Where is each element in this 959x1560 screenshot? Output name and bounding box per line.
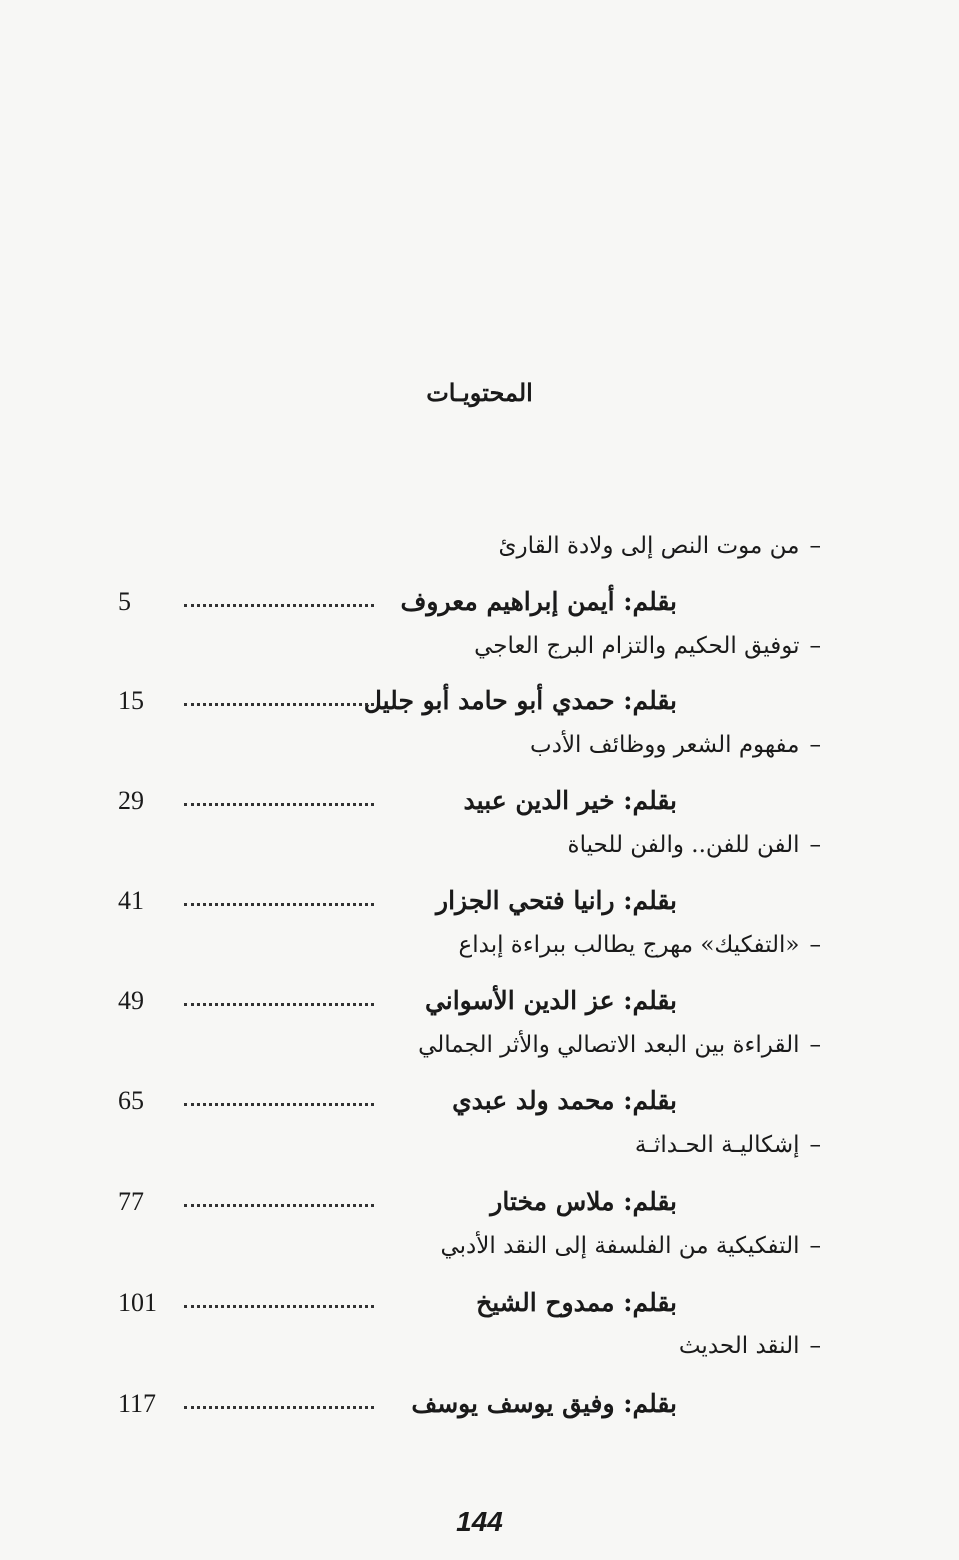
toc-entry-title: –«التفكيك» مهرج يطالب ببراءة إبداع [458,932,821,958]
toc-entry-author: بقلم: رانيا فتحي الجزار [436,886,677,915]
leader-dots [184,703,374,706]
toc-entry-row [0,582,959,622]
toc-entry-title: –الفن للفن.. والفن للحياة [567,832,821,858]
toc-entry-row [0,981,959,1021]
dash: – [809,1132,821,1158]
dash: – [809,633,821,659]
leader-dots [184,1305,374,1308]
leader-dots [184,1204,374,1207]
leader-dots [184,1406,374,1409]
toc-entry-title: –القراءة بين البعد الاتصالي والأثر الجمالي [418,1032,821,1058]
toc-entry-author: بقلم: ملاس مختار [490,1187,677,1216]
toc-entry-title: –مفهوم الشعر ووظائف الأدب [530,732,821,758]
toc-entry-author: بقلم: خير الدين عبيد [463,786,677,815]
leader-dots [184,903,374,906]
toc-entry-author: بقلم: عز الدين الأسواني [424,986,677,1015]
toc-entry-author: بقلم: وفيق يوسف يوسف [411,1389,677,1418]
toc-entry-page: 101 [118,1288,157,1317]
page-number: 144 [456,1506,503,1537]
toc-entry-page: 15 [118,686,144,715]
toc-entry-page: 65 [118,1086,144,1115]
dash: – [809,1233,821,1259]
leader-dots [184,1003,374,1006]
dash: – [809,832,821,858]
toc-entry-row [0,881,959,921]
toc-entry-page: 5 [118,587,131,616]
toc-entry-row [0,1182,959,1222]
toc-entry-row [0,681,959,721]
toc-entry-page: 41 [118,886,144,915]
toc-entry-row [0,781,959,821]
toc-entry-title: –النقد الحديث [678,1333,821,1359]
toc-entry-page: 29 [118,786,144,815]
dash: – [809,1032,821,1058]
toc-entry-row [0,1384,959,1424]
toc-entry-row [0,1283,959,1323]
toc-entry-row [0,1081,959,1121]
dash: – [809,1333,821,1359]
toc-entry-title: –من موت النص إلى ولادة القارئ [498,533,821,559]
toc-entry-title: –إشكاليـة الحـداثـة [634,1132,821,1158]
dash: – [809,932,821,958]
contents-heading: المحتويـات [426,378,533,407]
leader-dots [184,604,374,607]
toc-entry-author: بقلم: أيمن إبراهيم معروف [400,587,677,616]
toc-entry-page: 49 [118,986,144,1015]
leader-dots [184,803,374,806]
dash: – [809,533,821,559]
leader-dots [184,1103,374,1106]
toc-entry-page: 117 [118,1389,157,1418]
toc-entry-page: 77 [118,1187,144,1216]
toc-entry-author: بقلم: محمد ولد عبدي [452,1086,677,1115]
toc-entry-author: بقلم: حمدي أبو حامد أبو جليل [363,686,677,715]
toc-entry-title: –التفكيكية من الفلسفة إلى النقد الأدبي [440,1233,821,1259]
toc-entry-author: بقلم: ممدوح الشيخ [476,1288,677,1317]
toc-entry-title: –توفيق الحكيم والتزام البرج العاجي [474,633,821,659]
dash: – [809,732,821,758]
